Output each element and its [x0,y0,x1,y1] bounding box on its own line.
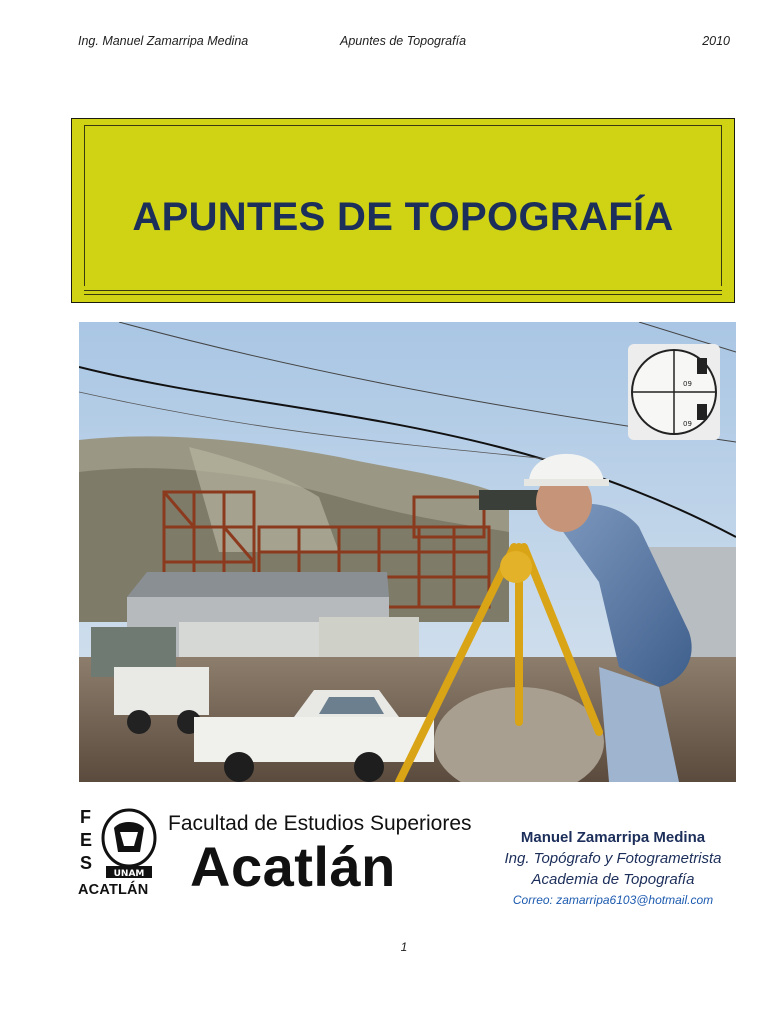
tripod-head [500,551,532,583]
institution-logo-block [78,806,472,902]
title-box-frame-top [84,125,722,126]
page-header [0,34,768,52]
warehouse-roof [127,572,389,597]
title-box-bottom-rule [84,290,722,295]
fes-unam-logo [78,806,160,902]
campus-name: Acatlán [190,835,396,898]
cover-title: APUNTES DE TOPOGRAFÍA [132,195,674,239]
author-academy: Academia de Topografía [531,871,695,888]
fes-letters [80,806,100,875]
fes-letter-s: S [80,853,93,873]
cover-photo [79,322,736,782]
hard-hat-brim [524,479,609,486]
reticle-inset [628,344,720,440]
reticle-label-top: 09 [683,380,692,388]
author-role: Ing. Topógrafo y Fotogrametrista [504,850,722,867]
author-email: Correo: zamarripa6103@hotmail.com [512,893,714,907]
fes-letter-f: F [80,807,91,827]
author-name: Manuel Zamarripa Medina [520,829,706,846]
reticle-label-bottom: 09 [683,420,692,428]
unam-seal-icon [100,808,158,880]
unam-seal-text: UNAM [113,869,145,879]
title-box [71,118,735,303]
faculty-name: Facultad de Estudios Superiores [168,812,472,835]
surveyor-photo [79,322,736,782]
fes-letter-e: E [80,830,93,850]
header-document-title: Apuntes de Topografía [340,34,467,48]
fes-acatlan-label: ACATLÁN [78,882,149,898]
page-number: 1 [400,940,408,954]
header-author: Ing. Manuel Zamarripa Medina [78,34,249,48]
theodolite [479,490,539,510]
author-block [478,828,748,910]
header-year: 2010 [702,34,730,48]
